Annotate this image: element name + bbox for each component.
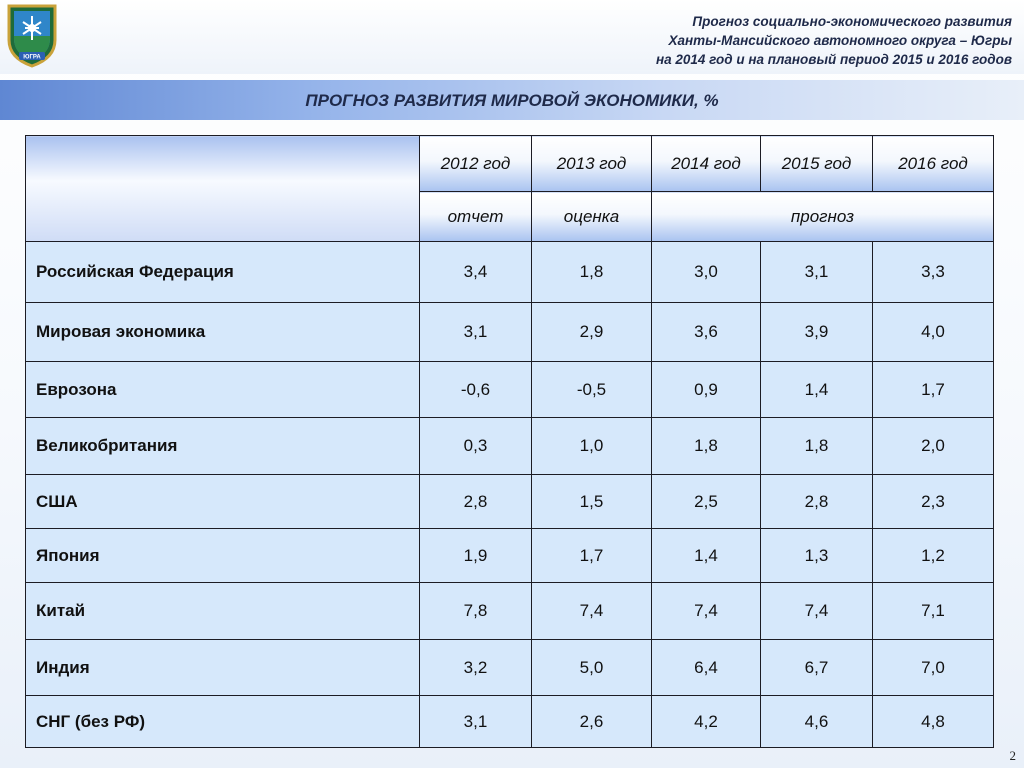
value-cell: 3,9	[761, 303, 873, 362]
row-label: Япония	[26, 529, 420, 583]
data-type-header: оценка	[532, 192, 652, 242]
value-cell: 7,8	[420, 583, 532, 640]
value-cell: 1,7	[532, 529, 652, 583]
coat-of-arms-icon	[3, 2, 61, 68]
value-cell: 1,0	[532, 418, 652, 475]
value-cell: 2,9	[532, 303, 652, 362]
page-number: 2	[1009, 748, 1016, 763]
year-header: 2014 год	[652, 136, 761, 192]
value-cell: 1,2	[873, 529, 994, 583]
value-cell: 0,9	[652, 362, 761, 418]
table-row	[26, 303, 994, 362]
header-line-1: Прогноз социально-экономического развития	[692, 14, 1012, 29]
table-row	[26, 696, 994, 748]
value-cell: 4,6	[761, 696, 873, 748]
table-row	[26, 640, 994, 696]
row-label: Мировая экономика	[26, 303, 420, 362]
value-cell: 1,9	[420, 529, 532, 583]
value-cell: 2,8	[420, 475, 532, 529]
value-cell: 1,3	[761, 529, 873, 583]
value-cell: 1,5	[532, 475, 652, 529]
row-label: Российская Федерация	[26, 242, 420, 303]
value-cell: 2,8	[761, 475, 873, 529]
value-cell: 6,7	[761, 640, 873, 696]
value-cell: 4,8	[873, 696, 994, 748]
value-cell: 3,3	[873, 242, 994, 303]
table-row	[26, 362, 994, 418]
value-cell: 5,0	[532, 640, 652, 696]
header-line-2: Ханты-Мансийского автономного округа – Югры	[668, 33, 1012, 48]
value-cell: 4,0	[873, 303, 994, 362]
value-cell: 2,6	[532, 696, 652, 748]
value-cell: 2,0	[873, 418, 994, 475]
value-cell: 1,4	[652, 529, 761, 583]
value-cell: 7,4	[532, 583, 652, 640]
row-label: Китай	[26, 583, 420, 640]
value-cell: 2,3	[873, 475, 994, 529]
value-cell: 3,4	[420, 242, 532, 303]
value-cell: 0,3	[420, 418, 532, 475]
year-header: 2015 год	[761, 136, 873, 192]
value-cell: 3,1	[420, 303, 532, 362]
row-label: СНГ (без РФ)	[26, 696, 420, 748]
year-header: 2013 год	[532, 136, 652, 192]
value-cell: 3,1	[761, 242, 873, 303]
value-cell: 1,4	[761, 362, 873, 418]
value-cell: 1,8	[532, 242, 652, 303]
value-cell: -0,6	[420, 362, 532, 418]
value-cell: 7,4	[652, 583, 761, 640]
value-cell: 3,1	[420, 696, 532, 748]
table-body	[26, 242, 994, 748]
row-label: Еврозона	[26, 362, 420, 418]
value-cell: 1,7	[873, 362, 994, 418]
row-label: Индия	[26, 640, 420, 696]
value-cell: 4,2	[652, 696, 761, 748]
value-cell: 1,8	[652, 418, 761, 475]
table-row	[26, 529, 994, 583]
forecast-table	[25, 135, 994, 748]
value-cell: 6,4	[652, 640, 761, 696]
value-cell: 7,4	[761, 583, 873, 640]
table-row	[26, 583, 994, 640]
value-cell: 3,2	[420, 640, 532, 696]
report-header	[312, 12, 1012, 69]
emblem-label: ЮГРА	[23, 54, 41, 61]
table-row	[26, 242, 994, 303]
table-corner-cell	[26, 136, 420, 242]
header-line-3: на 2014 год и на плановый период 2015 и 2016 годов	[655, 52, 1012, 67]
row-label: США	[26, 475, 420, 529]
row-label: Великобритания	[26, 418, 420, 475]
slide-title: ПРОГНОЗ РАЗВИТИЯ МИРОВОЙ ЭКОНОМИКИ, %	[305, 91, 719, 110]
value-cell: 7,1	[873, 583, 994, 640]
year-header: 2016 год	[873, 136, 994, 192]
table-row	[26, 475, 994, 529]
value-cell: 3,6	[652, 303, 761, 362]
data-type-header: прогноз	[652, 192, 994, 242]
table-row	[26, 418, 994, 475]
value-cell: -0,5	[532, 362, 652, 418]
data-type-header: отчет	[420, 192, 532, 242]
value-cell: 1,8	[761, 418, 873, 475]
value-cell: 7,0	[873, 640, 994, 696]
value-cell: 3,0	[652, 242, 761, 303]
value-cell: 2,5	[652, 475, 761, 529]
year-header: 2012 год	[420, 136, 532, 192]
